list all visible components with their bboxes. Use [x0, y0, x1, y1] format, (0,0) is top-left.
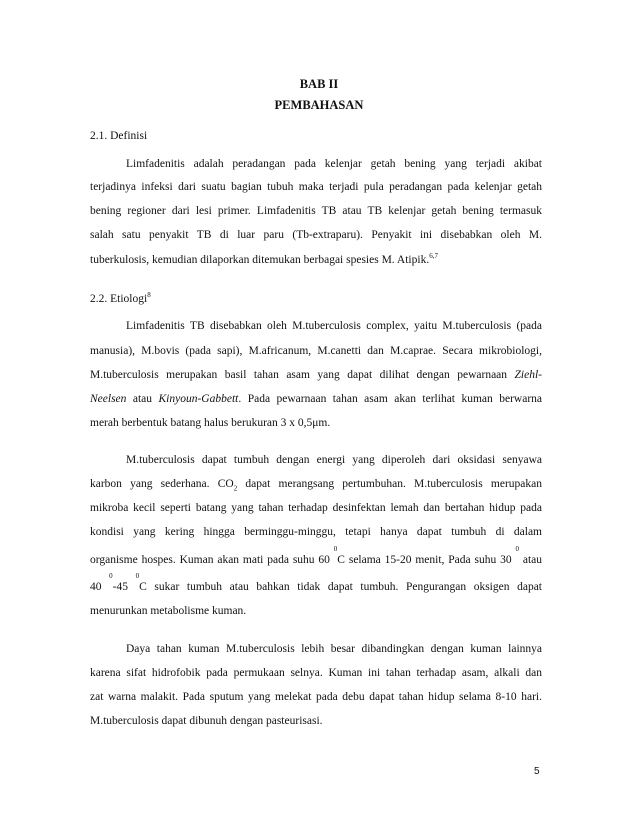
degree-mark: 0 [333, 545, 338, 553]
text-line: merah berbentuk batang halus berukuran 3 x 0,5μm. [90, 417, 331, 429]
citation-ref: 6,7 [429, 252, 438, 261]
text-line: M.tuberculosis dapat tumbuh dengan energi yang diperoleh dari oksidasi senyawa [126, 454, 542, 466]
subscript: 2 [233, 484, 238, 493]
text-line: manusia), M.bovis (pada sapi), M.africanum, M.canetti dan M.caprae. Secara mikrobiologi, [90, 345, 542, 357]
text-run: atau [518, 554, 543, 566]
text-line: M.tuberculosis dapat dibunuh dengan pasteurisasi. [90, 715, 323, 727]
text-line: Limfadenitis adalah peradangan pada kelenjar getah bening yang terjadi akibat [126, 158, 542, 170]
text-line: salah satu penyakit TB di luar paru (Tb-extraparu). Penyakit ini disebabkan oleh M. [90, 229, 542, 241]
text-run: organisme hospes. Kuman akan mati pada suhu 60 [90, 554, 334, 566]
text-line: terjadinya infeksi dari suatu bagian tubuh maka terjadi pula peradangan pada kelenjar getah [90, 181, 542, 193]
degree-mark: 0 [135, 572, 140, 580]
degree-mark: 0 [515, 545, 519, 553]
text-line: Limfadenitis TB disebabkan oleh M.tuberculosis complex, yaitu M.tuberculosis (pada [126, 320, 542, 332]
italic-term: Kinyoun-Gabbett [158, 393, 239, 405]
text-run: C sukar tumbuh atau bahkan tidak dapat tumbuh. Pengurangan oksigen dapat [139, 581, 542, 593]
text-line: karena sifat hidrofobik pada permukaan selnya. Kuman ini tahan terhadap asam, alkali dan [90, 667, 542, 679]
text-line [90, 572, 542, 595]
italic-term: Neelsen [90, 393, 127, 405]
text-run: dapat merangsang pertumbuhan. M.tuberculosis merupakan [237, 478, 542, 490]
text-line: menurunkan metabolisme kuman. [90, 605, 247, 617]
text-line: kondisi yang kering hingga berminggu-minggu, tetapi hanya dapat tumbuh di dalam [90, 526, 542, 538]
text-run: C selama 15-20 menit, Pada suhu 30 [337, 554, 516, 566]
text-line: bening regioner dari lesi primer. Limfadenitis TB atau TB kelenjar getah bening termasuk [90, 205, 542, 217]
text-line [90, 368, 542, 382]
citation-ref: 8 [147, 291, 151, 300]
text-line [90, 545, 543, 568]
text-line: mikroba kecil seperti batang yang tahan terhadap desinfektan lemah dan bertahan hidup pada [90, 502, 542, 514]
text-run: . Pada pewarnaan tahan asam akan terlihat kuman berwarna [238, 393, 543, 405]
italic-term: Ziehl- [514, 369, 542, 381]
text-line [90, 253, 542, 267]
text-line [90, 477, 542, 491]
section-heading-definisi: 2.1. Definisi [90, 130, 148, 142]
chapter-heading: BAB II [299, 77, 339, 91]
heading-text: 2.2. Etiologi [90, 293, 148, 305]
text-run: karbon yang sederhana. CO [90, 478, 234, 490]
text-run: -45 [112, 581, 136, 593]
chapter-title: PEMBAHASAN [274, 98, 364, 112]
text-line: Daya tahan kuman M.tuberculosis lebih besar dibandingkan dengan kuman lainnya [126, 643, 542, 655]
text-line: zat warna malakit. Pada sputum yang melekat pada debu dapat tahan hidup selama 8-10 hari. [90, 691, 542, 703]
section-heading-etiologi [90, 293, 151, 305]
text-run: 40 [90, 581, 110, 593]
page-number: 5 [534, 766, 540, 777]
text-line [90, 392, 542, 406]
degree-mark: 0 [109, 572, 113, 580]
text-run: atau [126, 393, 159, 405]
text-run: M.tuberculosis merupakan basil tahan asam yang dapat dilihat dengan pewarnaan [90, 369, 515, 381]
text-run: tuberkulosis, kemudian dilaporkan ditemukan berbagai spesies M. Atipik. [90, 254, 430, 266]
